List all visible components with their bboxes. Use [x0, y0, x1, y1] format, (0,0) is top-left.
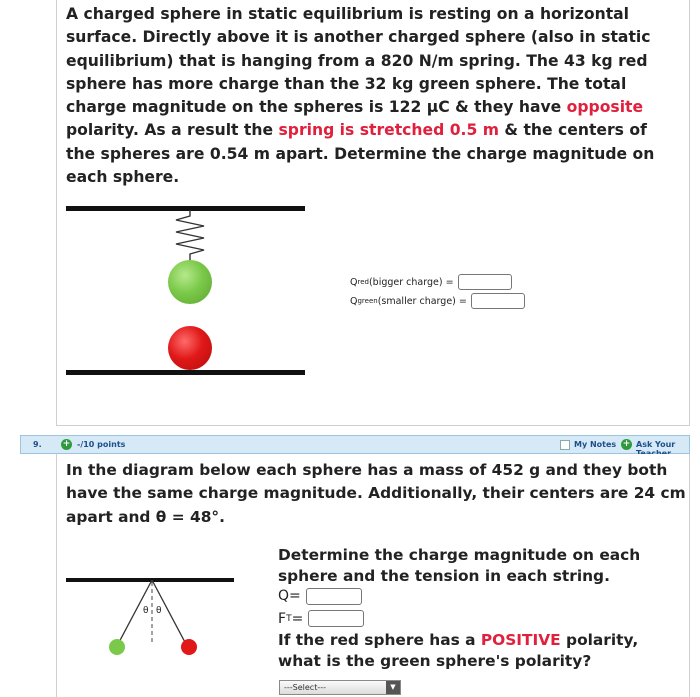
q1-highlight-opposite: opposite	[566, 98, 644, 117]
q-green-input[interactable]	[471, 293, 525, 309]
q1-text-part: polarity. As a result the	[66, 121, 279, 140]
question-1-text	[66, 3, 666, 189]
q-equals: =	[289, 588, 301, 604]
my-notes-checkbox[interactable]	[560, 440, 570, 450]
answer-label-sub: green	[357, 297, 378, 305]
answer-row-q-red	[350, 274, 512, 290]
answer-label-suffix: (smaller charge) =	[377, 295, 467, 307]
answer-label-sub: red	[357, 278, 369, 286]
green-pendulum-sphere	[109, 639, 125, 655]
points-label: -/10 points	[77, 440, 126, 449]
q1-highlight-spring: spring is stretched 0.5 m	[278, 121, 499, 140]
floor-bar	[66, 370, 305, 375]
tension-label: F	[278, 610, 287, 627]
theta-left-label: θ	[143, 606, 149, 616]
answer-row-q-green	[350, 293, 525, 309]
question-9-prompt	[278, 545, 678, 671]
polarity-question	[278, 630, 678, 671]
tension-equals: =	[291, 610, 304, 627]
q-charge-input[interactable]	[306, 588, 362, 605]
question-number: 9.	[33, 440, 42, 449]
red-pendulum-sphere	[181, 639, 197, 655]
theta-right-label: θ	[156, 606, 162, 616]
red-sphere	[168, 326, 212, 370]
q-answer-row	[278, 586, 678, 607]
q1-text-part: A charged sphere in static equilibrium is resting on a horizontal surface. Directly above it is another charged sphere (also in static equilibrium) that is hanging from a 820 N/m spring. The 43 kg red sphere has more charge than the 32 kg green sphere. The total charge magnitude on the spheres is 122 μC & they have	[66, 5, 651, 117]
q-label: Q	[278, 588, 290, 604]
dropdown-arrow-icon[interactable]: ▼	[386, 681, 400, 694]
polarity-text: polarity, what is the green sphere's polarity?	[278, 631, 639, 670]
instruction-text: Determine the charge magnitude on each sphere and the tension in each string.	[278, 546, 641, 585]
my-notes-link[interactable]: My Notes	[574, 440, 617, 449]
polarity-text: If the red sphere has a	[278, 631, 481, 649]
tension-input[interactable]	[308, 610, 364, 627]
spring-icon	[170, 210, 210, 262]
pendulum-diagram	[100, 578, 220, 658]
expand-plus-icon[interactable]: +	[62, 439, 71, 449]
select-value: ---Select---	[284, 683, 326, 692]
tension-label-sub: T	[286, 613, 292, 624]
answer-label: Q	[350, 295, 358, 307]
q1-text-part: & the centers of the spheres are 0.54 m apart. Determine the charge magnitude on each sphere.	[66, 121, 655, 187]
ask-teacher-plus-icon[interactable]: +	[622, 439, 631, 449]
question-9-intro: In the diagram below each sphere has a mass of 452 g and they both have the same charge magnitude. Additionally, their centers are 24 cm apart and θ = 48°.	[66, 461, 686, 526]
answer-label-suffix: (bigger charge) =	[368, 276, 454, 288]
tension-answer-row	[278, 609, 678, 630]
answer-label: Q	[350, 276, 358, 288]
polarity-select[interactable]	[279, 680, 401, 695]
polarity-highlight: POSITIVE	[480, 631, 561, 649]
question-9-header	[20, 435, 690, 454]
green-sphere	[168, 260, 212, 304]
ask-teacher-link[interactable]: Ask Your	[636, 440, 676, 449]
q-red-input[interactable]	[458, 274, 512, 290]
